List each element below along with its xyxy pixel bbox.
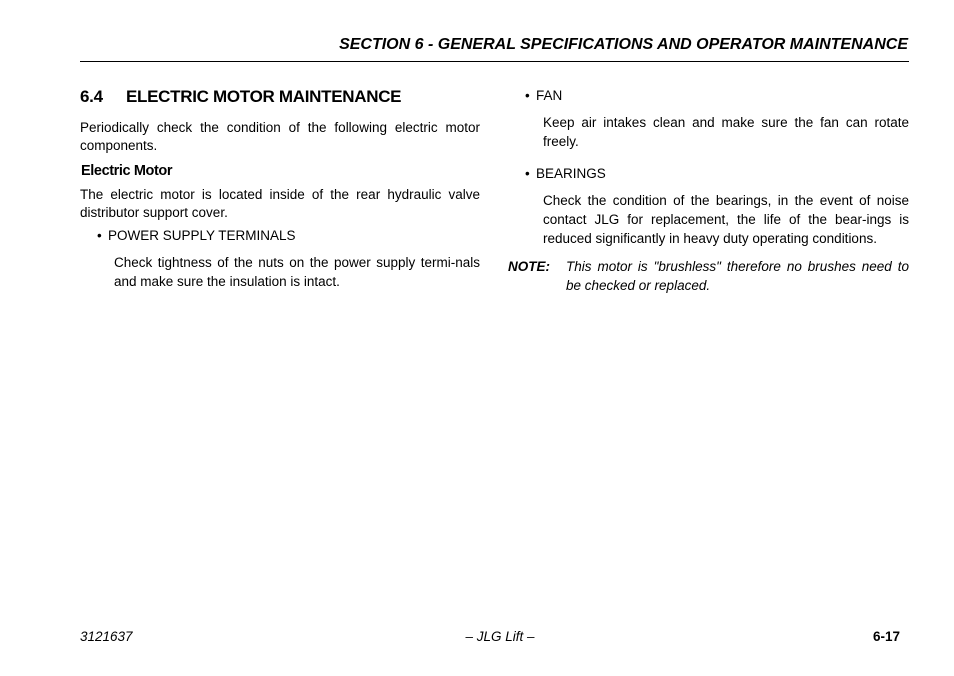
section-number: 6.4 [80,87,103,106]
bullet-label: BEARINGS [536,166,606,181]
footer-doc-number: 3121637 [80,629,133,644]
bullet-icon: • [525,88,530,103]
footer-page-number: 6-17 [872,629,900,644]
left-column [80,86,480,291]
bullet-item [80,227,480,245]
bullet-body: Keep air intakes clean and make sure the fan can rotate freely. [543,115,909,149]
note-label: NOTE: [508,259,550,274]
note [508,257,909,295]
section-heading [80,86,480,108]
subsection-text: The electric motor is located inside of the rear hydraulic valve distributor support cover. [80,187,480,220]
note-text: This motor is "brushless" therefore no brushes need to be checked or replaced. [566,259,909,293]
bullet-body: Check the condition of the bearings, in the event of noise contact JLG for replacement, the life of the bear-ings is reduced significantly in heavy duty operating conditions. [543,193,909,246]
header-rule [80,61,909,62]
right-column [508,86,909,295]
page-header-title: SECTION 6 - GENERAL SPECIFICATIONS AND OPERATOR MAINTENANCE [339,36,908,53]
bullet-body: Check tightness of the nuts on the power supply termi-nals and make sure the insulation is intact. [114,255,480,289]
bullet-label: FAN [536,88,563,103]
section-intro: Periodically check the condition of the following electric motor components. [80,120,480,153]
bullet-icon: • [97,228,102,243]
bullet-item [508,87,909,105]
bullet-item [508,165,909,183]
bullet-icon: • [525,166,530,181]
subsection-title: Electric Motor [81,163,173,179]
bullet-label: POWER SUPPLY TERMINALS [108,228,296,243]
section-title: ELECTRIC MOTOR MAINTENANCE [126,87,402,106]
footer-center-text: – JLG Lift – [465,629,535,644]
